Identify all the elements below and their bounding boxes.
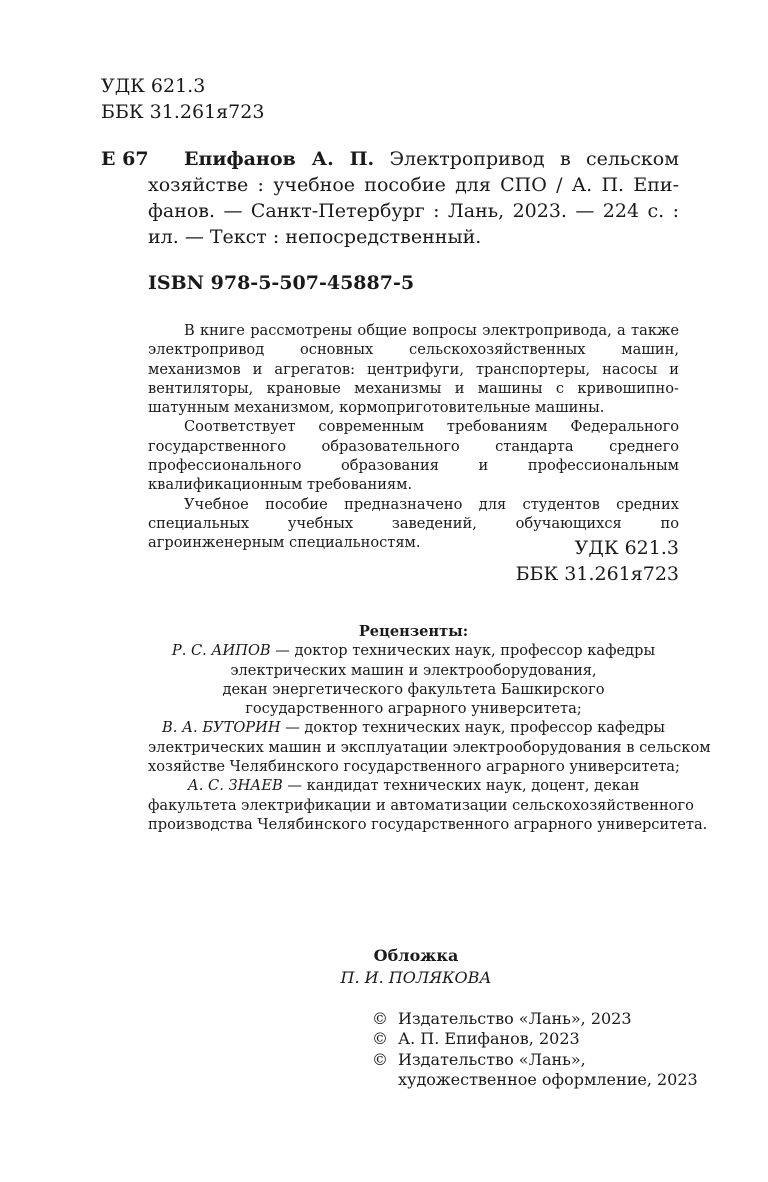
copyright-line: © Издательство «Лань», <box>372 1049 586 1069</box>
top-classification-codes <box>101 73 264 125</box>
book-title: Электропривод в сельском <box>389 148 679 170</box>
annotation-paragraph: Соответствует современным требованиям Федерального государственного образовательного стандарта среднего профессионального образования и профессиональным квалификационным требованиям. <box>148 418 679 494</box>
author-name: Епифанов А. П. <box>184 148 375 170</box>
copyright-line-continuation: художественное оформление, 2023 <box>398 1070 698 1090</box>
reviewers-heading: Рецензенты: <box>358 623 469 640</box>
reviewer-line: Р. С. АИПОВ — доктор технических наук, профессор кафедры <box>171 642 656 660</box>
reviewer-line: электрических машин и эксплуатации электрооборудования в сельском <box>148 738 711 756</box>
reviewer-name: А. С. ЗНАЕВ <box>187 777 283 795</box>
reviewer-line: В. А. БУТОРИН — доктор технических наук, профессор кафедры <box>161 719 666 737</box>
reviewer-line: производства Челябинского государственного аграрного университета. <box>148 815 708 833</box>
reviewer-name: В. А. БУТОРИН <box>161 719 281 737</box>
bib-line-1 <box>101 146 679 172</box>
udk-code: УДК 621.3 <box>101 75 206 97</box>
copyright-symbol: © <box>372 1029 388 1049</box>
copyright-symbol: © <box>372 1009 388 1028</box>
reviewer-line: А. С. ЗНАЕВ — кандидат технических наук, доцент, декан <box>187 777 640 795</box>
udk-code: УДК 621.3 <box>574 537 679 559</box>
bbk-code: ББК 31.261я723 <box>515 563 679 585</box>
reviewer-line: государственного аграрного университета; <box>245 700 582 718</box>
cover-credit <box>296 945 536 989</box>
annotation <box>148 321 679 553</box>
reviewer-line: электрических машин и электрооборудования, <box>230 661 597 679</box>
bibliographic-record <box>101 146 679 250</box>
reviewer-name: Р. С. АИПОВ <box>171 642 271 660</box>
copyright-symbol: © <box>372 1049 388 1069</box>
cover-label: Обложка <box>373 946 459 965</box>
bbk-code: ББК 31.261я723 <box>101 101 265 123</box>
copyright-line: © Издательство «Лань», 2023 <box>372 1009 632 1028</box>
cover-designer: П. И. ПОЛЯКОВА <box>340 968 492 987</box>
annotation-paragraph: Учебное пособие предназначено для студентов средних специальных учебных заведений, обучающихся по агроинженерным специальностям. <box>148 495 679 552</box>
bottom-classification-codes <box>516 535 679 587</box>
reviewer-line: факультета электрификации и автоматизации сельскохозяйственного <box>148 796 694 814</box>
reviewer-line: хозяйстве Челябинского государственного аграрного университета; <box>148 758 680 776</box>
bib-line-4: ил. — Текст : непосредственный. <box>148 226 482 248</box>
bib-line-2: хозяйстве : учебное пособие для СПО / А. П. Епи- <box>148 174 679 196</box>
reviewer-line: декан энергетического факультета Башкирского <box>222 680 605 698</box>
author-mark: Е 67 <box>101 148 149 170</box>
reviewers-block <box>148 622 711 834</box>
copyright-line: © А. П. Епифанов, 2023 <box>372 1029 580 1049</box>
bib-line-3: фанов. — Санкт-Петербург : Лань, 2023. — 224 с. : <box>148 200 679 222</box>
annotation-paragraph: В книге рассмотрены общие вопросы электропривода, а также электропривод основных сельскохозяйственных машин, механизмов и агрегатов: центрифуги, транспортеры, насосы и вентиляторы, крановые механизмы и машины с кривошипно-шатунным механизмом, кормоприготовительные машины. <box>148 322 679 417</box>
isbn: ISBN 978-5-507-45887-5 <box>148 272 415 294</box>
copyright-block <box>372 1009 698 1091</box>
